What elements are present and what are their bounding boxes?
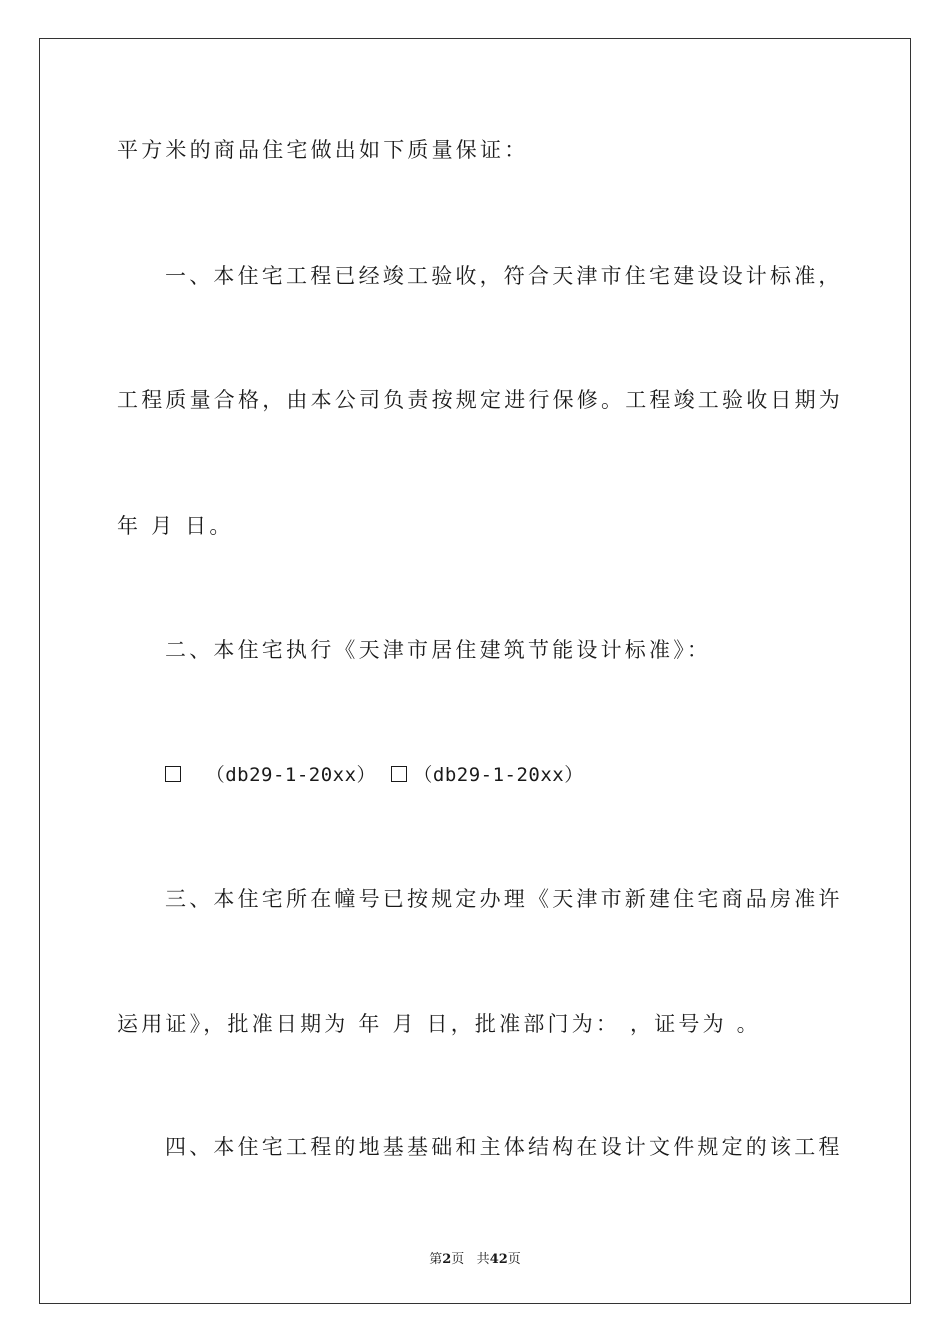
clause-1-line-2: 工程质量合格，由本公司负责按规定进行保修。工程竣工验收日期为 [117, 388, 843, 412]
footer-total-prefix: 共 [476, 1252, 490, 1267]
footer-page-number: 2 [442, 1252, 452, 1267]
footer-prefix: 第 [429, 1252, 443, 1267]
checkbox-option-1[interactable] [165, 766, 181, 782]
page-frame [39, 38, 911, 1304]
text-line-1: 平方米的商品住宅做出如下质量保证： [117, 138, 529, 162]
option-2-label: （db29-1-20xx） [413, 764, 584, 786]
footer-page-suffix: 页 [451, 1252, 465, 1267]
clause-3-line-2: 运用证》，批准日期为 年 月 日，批准部门为： ，证号为 。 [117, 1012, 761, 1036]
page-footer [0, 1248, 950, 1267]
clause-3-line-1: 三、本住宅所在幢号已按规定办理《天津市新建住宅商品房准许 [165, 887, 843, 911]
clause-1-line-1: 一、本住宅工程已经竣工验收，符合天津市住宅建设设计标准， [165, 264, 843, 288]
standard-options [165, 760, 584, 789]
option-1-label: （db29-1-20xx） [205, 764, 377, 786]
footer-total-suffix: 页 [507, 1252, 521, 1267]
clause-2-line-1: 二、本住宅执行《天津市居住建筑节能设计标准》： [165, 638, 712, 662]
footer-total-pages: 42 [489, 1252, 508, 1267]
clause-4-line-1: 四、本住宅工程的地基基础和主体结构在设计文件规定的该工程 [165, 1135, 843, 1159]
checkbox-option-2[interactable] [391, 766, 407, 782]
clause-1-date: 年 月 日。 [117, 514, 234, 538]
